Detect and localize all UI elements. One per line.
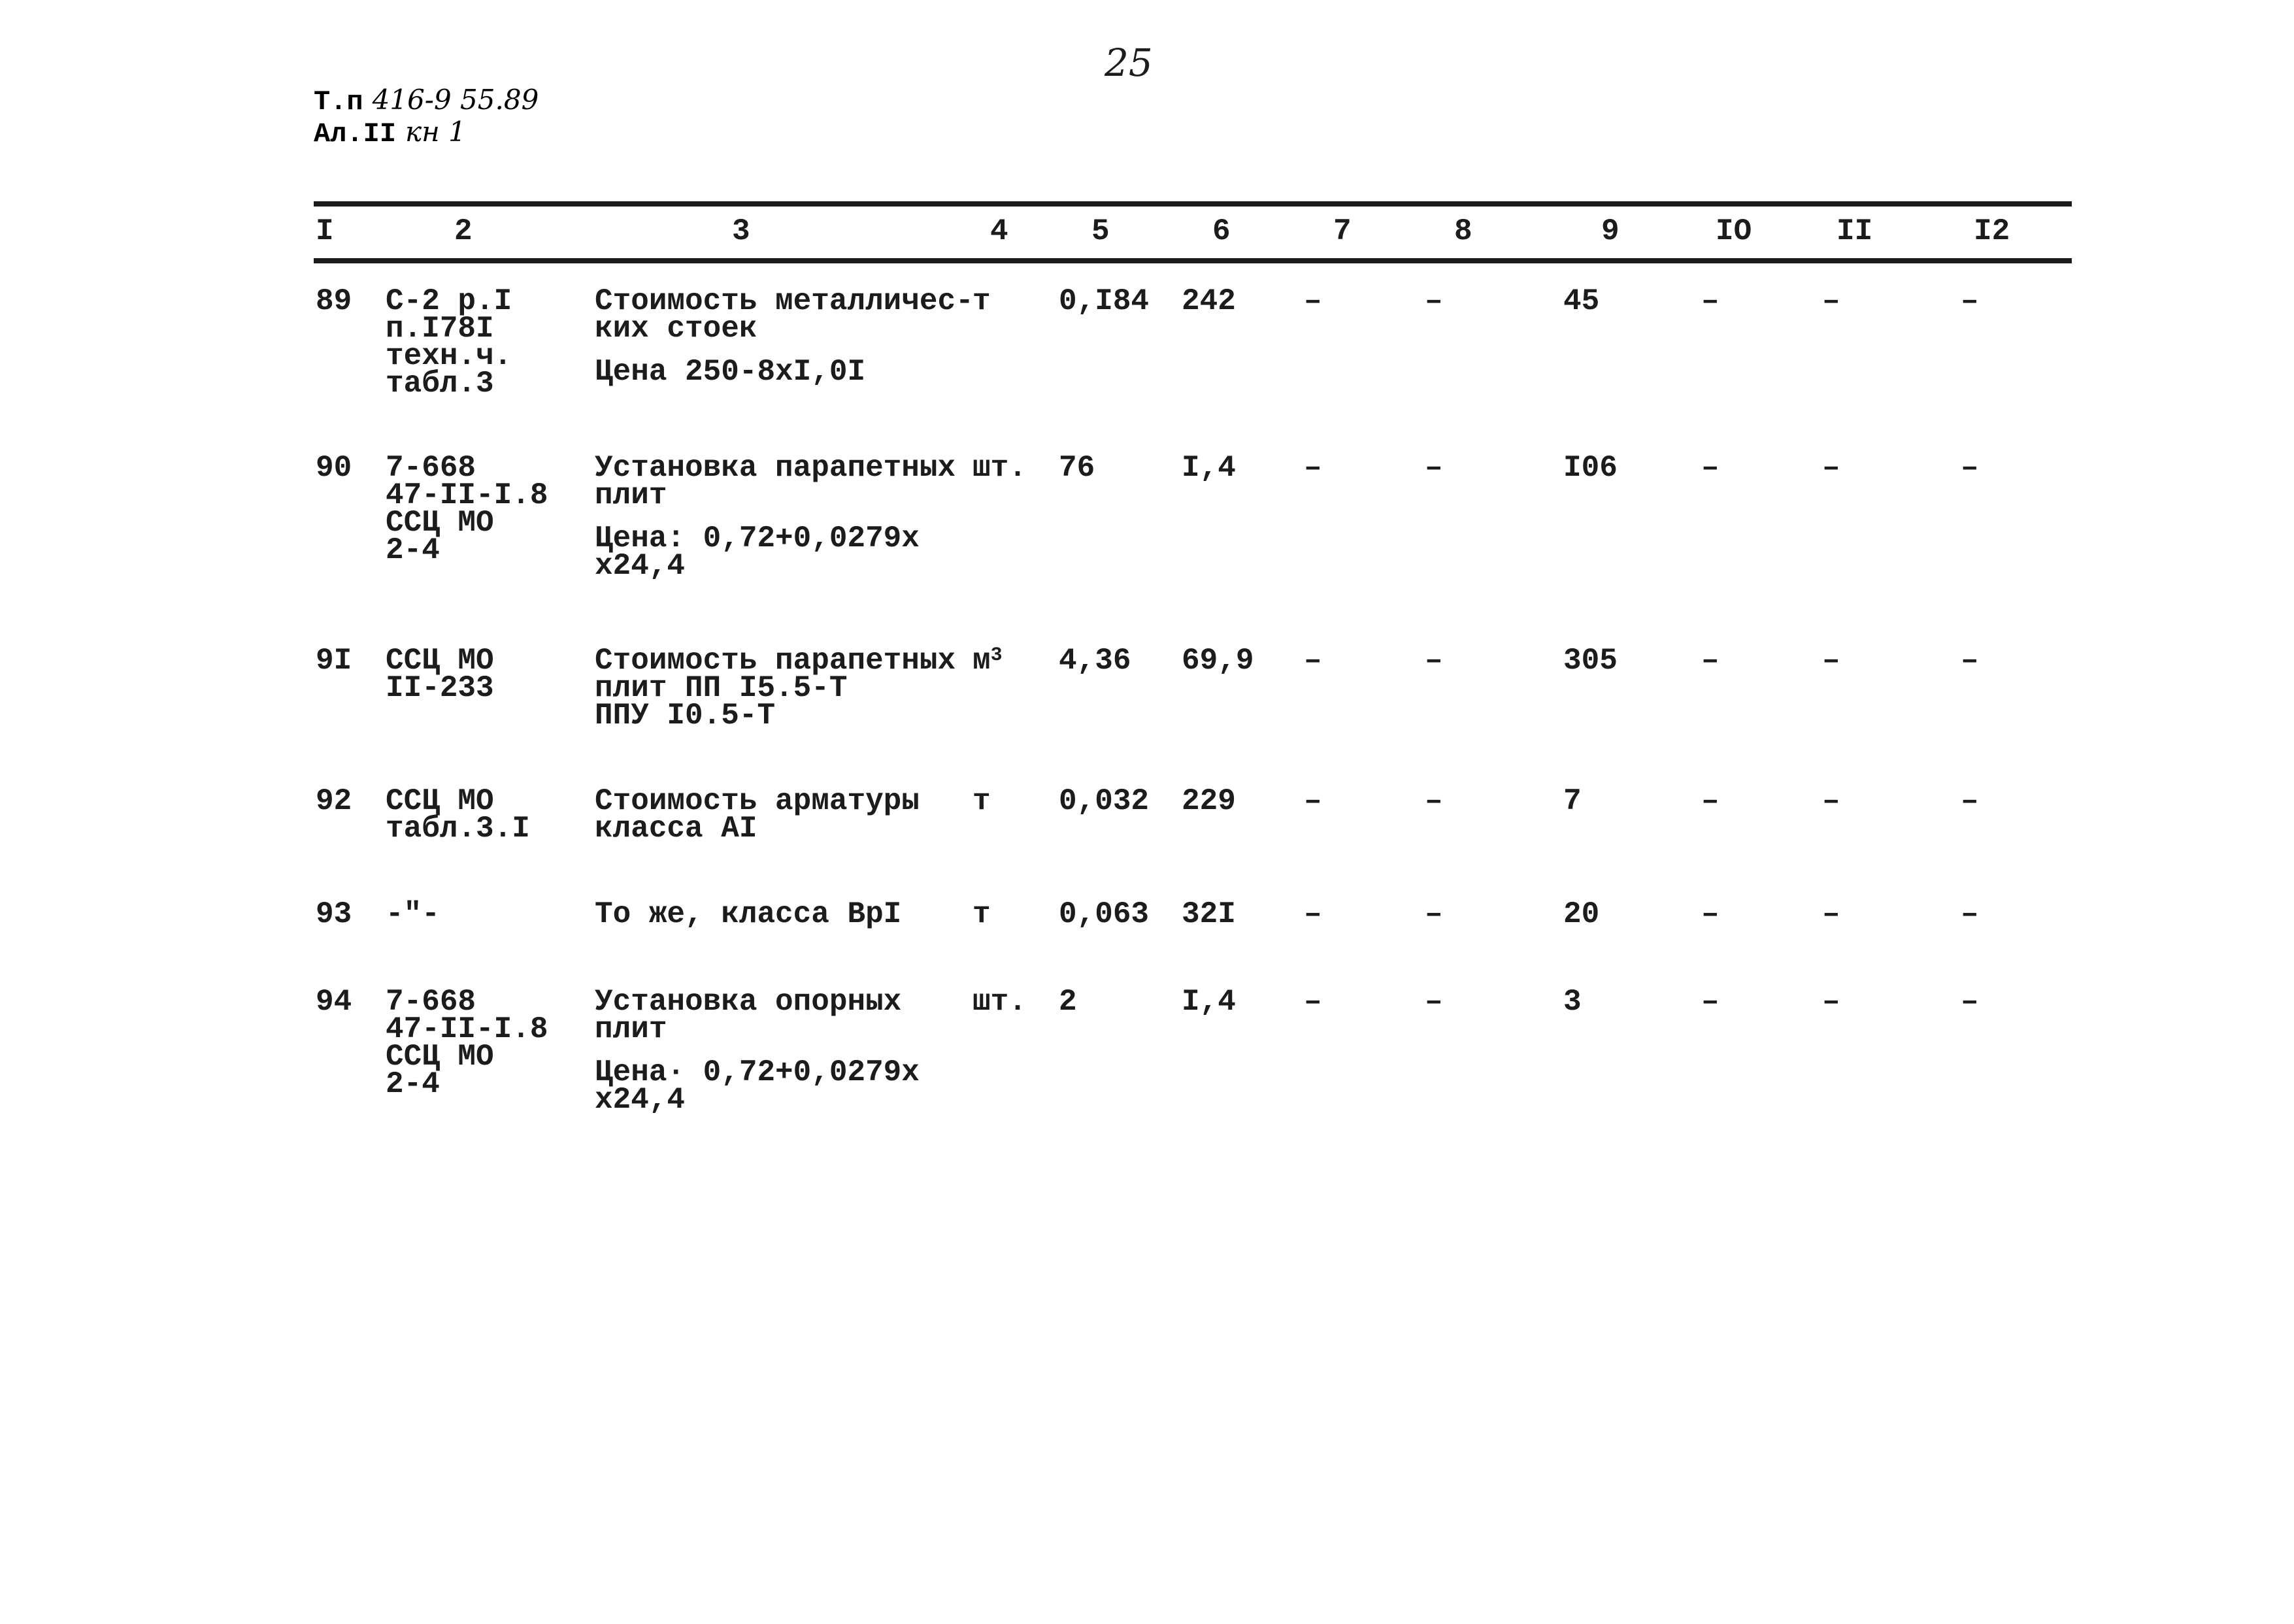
row-col-10-value: – [1701, 284, 1720, 318]
row-col-7-value: – [1304, 897, 1322, 931]
row-col-11-value: – [1822, 784, 1840, 818]
row-description-line: Установка парапетных [595, 451, 956, 485]
row-unit-cost-value: I,4 [1182, 451, 1236, 485]
row-reference-line: С-2 р.I [386, 284, 512, 318]
code-line-2-handwritten: кн 1 [405, 116, 466, 148]
row-col-12-value: – [1961, 644, 1979, 678]
row-number-value: 93 [316, 897, 352, 931]
row-col-7 [1304, 897, 1322, 931]
row-total [1563, 284, 1600, 318]
row-reference-line: ССЦ МО [386, 1040, 494, 1074]
row-reference [386, 897, 440, 931]
row-col-8-value: – [1425, 897, 1443, 931]
row-col-12 [1961, 784, 1979, 818]
row-col-8 [1425, 644, 1443, 678]
row-unit [972, 644, 1003, 678]
row-unit-cost [1182, 284, 1236, 318]
row-description-line: плит ПП I5.5-Т [595, 671, 848, 705]
row-total-value: 7 [1563, 784, 1582, 818]
row-reference-line: п.I78I [386, 312, 494, 346]
header-col-6: 6 [1212, 214, 1231, 248]
document-code-line-1 [314, 85, 539, 117]
row-quantity-value: 2 [1059, 985, 1077, 1019]
row-quantity [1059, 451, 1095, 485]
row-col-7 [1304, 644, 1322, 678]
row-unit-exponent: 3 [990, 644, 1003, 667]
row-total-value: 305 [1563, 644, 1618, 678]
row-description-line: Установка опорных [595, 985, 902, 1019]
row-col-11-value: – [1822, 644, 1840, 678]
row-reference-line: техн.ч. [386, 339, 512, 373]
code-line-1-printed: Т.п [314, 86, 363, 118]
row-number [316, 451, 352, 485]
row-number-value: 89 [316, 284, 352, 318]
row-unit-cost [1182, 644, 1254, 678]
row-col-11 [1822, 284, 1840, 318]
row-unit-cost [1182, 897, 1236, 931]
row-col-12 [1961, 985, 1979, 1019]
row-quantity [1059, 284, 1150, 318]
row-reference-line: 2-4 [386, 533, 440, 567]
row-description-line: плит [595, 1012, 667, 1046]
header-col-2: 2 [454, 214, 473, 248]
row-reference-line: 7-668 [386, 451, 476, 485]
row-quantity-value: 4,36 [1059, 644, 1131, 678]
row-price-line: Цена· 0,72+0,0279х [595, 1055, 920, 1089]
row-col-10-value: – [1701, 644, 1720, 678]
row-description [595, 451, 956, 583]
row-quantity [1059, 985, 1077, 1019]
code-line-2-printed: Ал.II [314, 118, 397, 150]
row-number-value: 94 [316, 985, 352, 1019]
row-col-12-value: – [1961, 784, 1979, 818]
row-total [1563, 644, 1618, 678]
row-description-line: ППУ I0.5-Т [595, 699, 776, 733]
row-total-value: 3 [1563, 985, 1582, 1019]
row-unit-value: шт. [972, 985, 1027, 1019]
row-unit [972, 451, 1027, 485]
row-price-line: х24,4 [595, 1083, 686, 1117]
row-quantity-value: 0,063 [1059, 897, 1150, 931]
row-description-line: Стоимость арматуры [595, 784, 920, 818]
row-number-value: 92 [316, 784, 352, 818]
row-description-line: ких стоек [595, 312, 757, 346]
row-col-11 [1822, 897, 1840, 931]
row-reference-line: 2-4 [386, 1067, 440, 1101]
row-total-value: I06 [1563, 451, 1618, 485]
row-reference [386, 644, 494, 705]
row-col-8-value: – [1425, 284, 1443, 318]
row-unit-cost-value: 229 [1182, 784, 1236, 818]
row-unit-value: т [972, 897, 991, 931]
row-col-12-value: – [1961, 985, 1979, 1019]
row-description-line: То же, класса ВрI [595, 897, 902, 931]
row-col-10 [1701, 784, 1720, 818]
header-col-7: 7 [1333, 214, 1352, 248]
row-number [316, 284, 352, 318]
row-unit-cost-value: 242 [1182, 284, 1236, 318]
row-col-8 [1425, 284, 1443, 318]
row-number [316, 985, 352, 1019]
row-col-10 [1701, 897, 1720, 931]
row-col-12 [1961, 644, 1979, 678]
row-unit-value: шт. [972, 451, 1027, 485]
row-col-8 [1425, 897, 1443, 931]
row-number-value: 90 [316, 451, 352, 485]
row-price-line: х24,4 [595, 549, 686, 583]
table-header-rule [314, 258, 2072, 263]
row-col-12-value: – [1961, 451, 1979, 485]
row-col-7 [1304, 985, 1322, 1019]
row-col-10-value: – [1701, 985, 1720, 1019]
row-description-line: плит [595, 478, 667, 512]
row-col-12 [1961, 284, 1979, 318]
row-unit [972, 284, 991, 318]
row-number-value: 9I [316, 644, 352, 678]
row-description-line: Стоимость металличес- [595, 284, 974, 318]
row-col-10-value: – [1701, 784, 1720, 818]
row-unit-cost-value: I,4 [1182, 985, 1236, 1019]
row-quantity [1059, 784, 1150, 818]
row-col-7 [1304, 451, 1322, 485]
row-unit-cost-value: 69,9 [1182, 644, 1254, 678]
row-description [595, 284, 974, 389]
row-quantity-value: 76 [1059, 451, 1095, 485]
row-total [1563, 985, 1582, 1019]
row-description [595, 985, 920, 1117]
header-col-12: I2 [1974, 214, 2010, 248]
row-unit [972, 985, 1027, 1019]
row-unit [972, 897, 991, 931]
row-unit [972, 784, 991, 818]
row-col-11-value: – [1822, 284, 1840, 318]
row-col-7-value: – [1304, 644, 1322, 678]
table-top-rule [314, 201, 2072, 207]
row-col-7-value: – [1304, 451, 1322, 485]
row-total-value: 20 [1563, 897, 1600, 931]
row-col-8-value: – [1425, 985, 1443, 1019]
row-col-8-value: – [1425, 784, 1443, 818]
row-number [316, 897, 352, 931]
row-col-10 [1701, 985, 1720, 1019]
page-number: 25 [1105, 41, 1153, 85]
row-col-8 [1425, 451, 1443, 485]
header-col-8: 8 [1454, 214, 1472, 248]
row-reference [386, 784, 530, 846]
header-col-10: IO [1716, 214, 1752, 248]
row-reference-line: II-233 [386, 671, 494, 705]
row-quantity-value: 0,032 [1059, 784, 1150, 818]
row-price-line: Цена 250-8хI,0I [595, 355, 866, 389]
row-quantity-value: 0,I84 [1059, 284, 1150, 318]
row-description-line: Стоимость парапетных [595, 644, 956, 678]
row-reference-line: ССЦ МО [386, 644, 494, 678]
row-col-11-value: – [1822, 897, 1840, 931]
header-col-9: 9 [1601, 214, 1620, 248]
row-col-11 [1822, 644, 1840, 678]
row-description [595, 897, 902, 931]
row-reference-line: ССЦ МО [386, 506, 494, 540]
row-reference [386, 451, 548, 567]
row-quantity [1059, 897, 1150, 931]
row-unit-cost-value: 32I [1182, 897, 1236, 931]
row-col-11-value: – [1822, 985, 1840, 1019]
row-reference-line: табл.3 [386, 367, 494, 401]
row-col-12-value: – [1961, 284, 1979, 318]
row-col-7-value: – [1304, 985, 1322, 1019]
row-col-8-value: – [1425, 644, 1443, 678]
row-col-11-value: – [1822, 451, 1840, 485]
row-col-7-value: – [1304, 784, 1322, 818]
row-col-8 [1425, 985, 1443, 1019]
row-price-line: Цена: 0,72+0,0279х [595, 522, 920, 555]
row-reference [386, 985, 548, 1101]
document-code [314, 85, 539, 149]
row-description [595, 784, 920, 846]
row-reference-line: табл.3.I [386, 812, 530, 846]
row-col-12-value: – [1961, 897, 1979, 931]
row-col-12 [1961, 897, 1979, 931]
row-unit-value: $м^3$ [972, 644, 1003, 678]
row-quantity [1059, 644, 1131, 678]
row-col-12 [1961, 451, 1979, 485]
row-unit-value: т [972, 284, 991, 318]
row-unit-cost [1182, 451, 1236, 485]
row-col-11 [1822, 985, 1840, 1019]
row-reference [386, 284, 512, 401]
row-col-8 [1425, 784, 1443, 818]
row-col-10 [1701, 451, 1720, 485]
row-reference-line: 47-II-I.8 [386, 478, 548, 512]
row-col-11 [1822, 784, 1840, 818]
document-code-line-2 [314, 117, 539, 149]
row-unit-cost [1182, 784, 1236, 818]
row-reference-line: 7-668 [386, 985, 476, 1019]
row-total [1563, 451, 1618, 485]
row-total [1563, 784, 1582, 818]
header-col-1: I [316, 214, 334, 248]
row-col-7-value: – [1304, 284, 1322, 318]
row-col-10-value: – [1701, 897, 1720, 931]
row-col-11 [1822, 451, 1840, 485]
row-reference-line: -"- [386, 897, 440, 931]
row-col-10-value: – [1701, 451, 1720, 485]
row-description-line: класса АI [595, 812, 757, 846]
row-col-7 [1304, 284, 1322, 318]
row-unit-cost [1182, 985, 1236, 1019]
row-description [595, 644, 956, 733]
code-line-1-handwritten: 416-9 55.89 [372, 84, 539, 116]
row-col-10 [1701, 644, 1720, 678]
row-col-8-value: – [1425, 451, 1443, 485]
row-reference-line: 47-II-I.8 [386, 1012, 548, 1046]
row-col-10 [1701, 284, 1720, 318]
row-number [316, 644, 352, 678]
row-number [316, 784, 352, 818]
row-total-value: 45 [1563, 284, 1600, 318]
header-col-5: 5 [1091, 214, 1110, 248]
header-col-11: II [1837, 214, 1873, 248]
header-col-3: 3 [732, 214, 750, 248]
row-total [1563, 897, 1600, 931]
row-col-7 [1304, 784, 1322, 818]
row-unit-value: т [972, 784, 991, 818]
row-reference-line: ССЦ МО [386, 784, 494, 818]
header-col-4: 4 [990, 214, 1008, 248]
